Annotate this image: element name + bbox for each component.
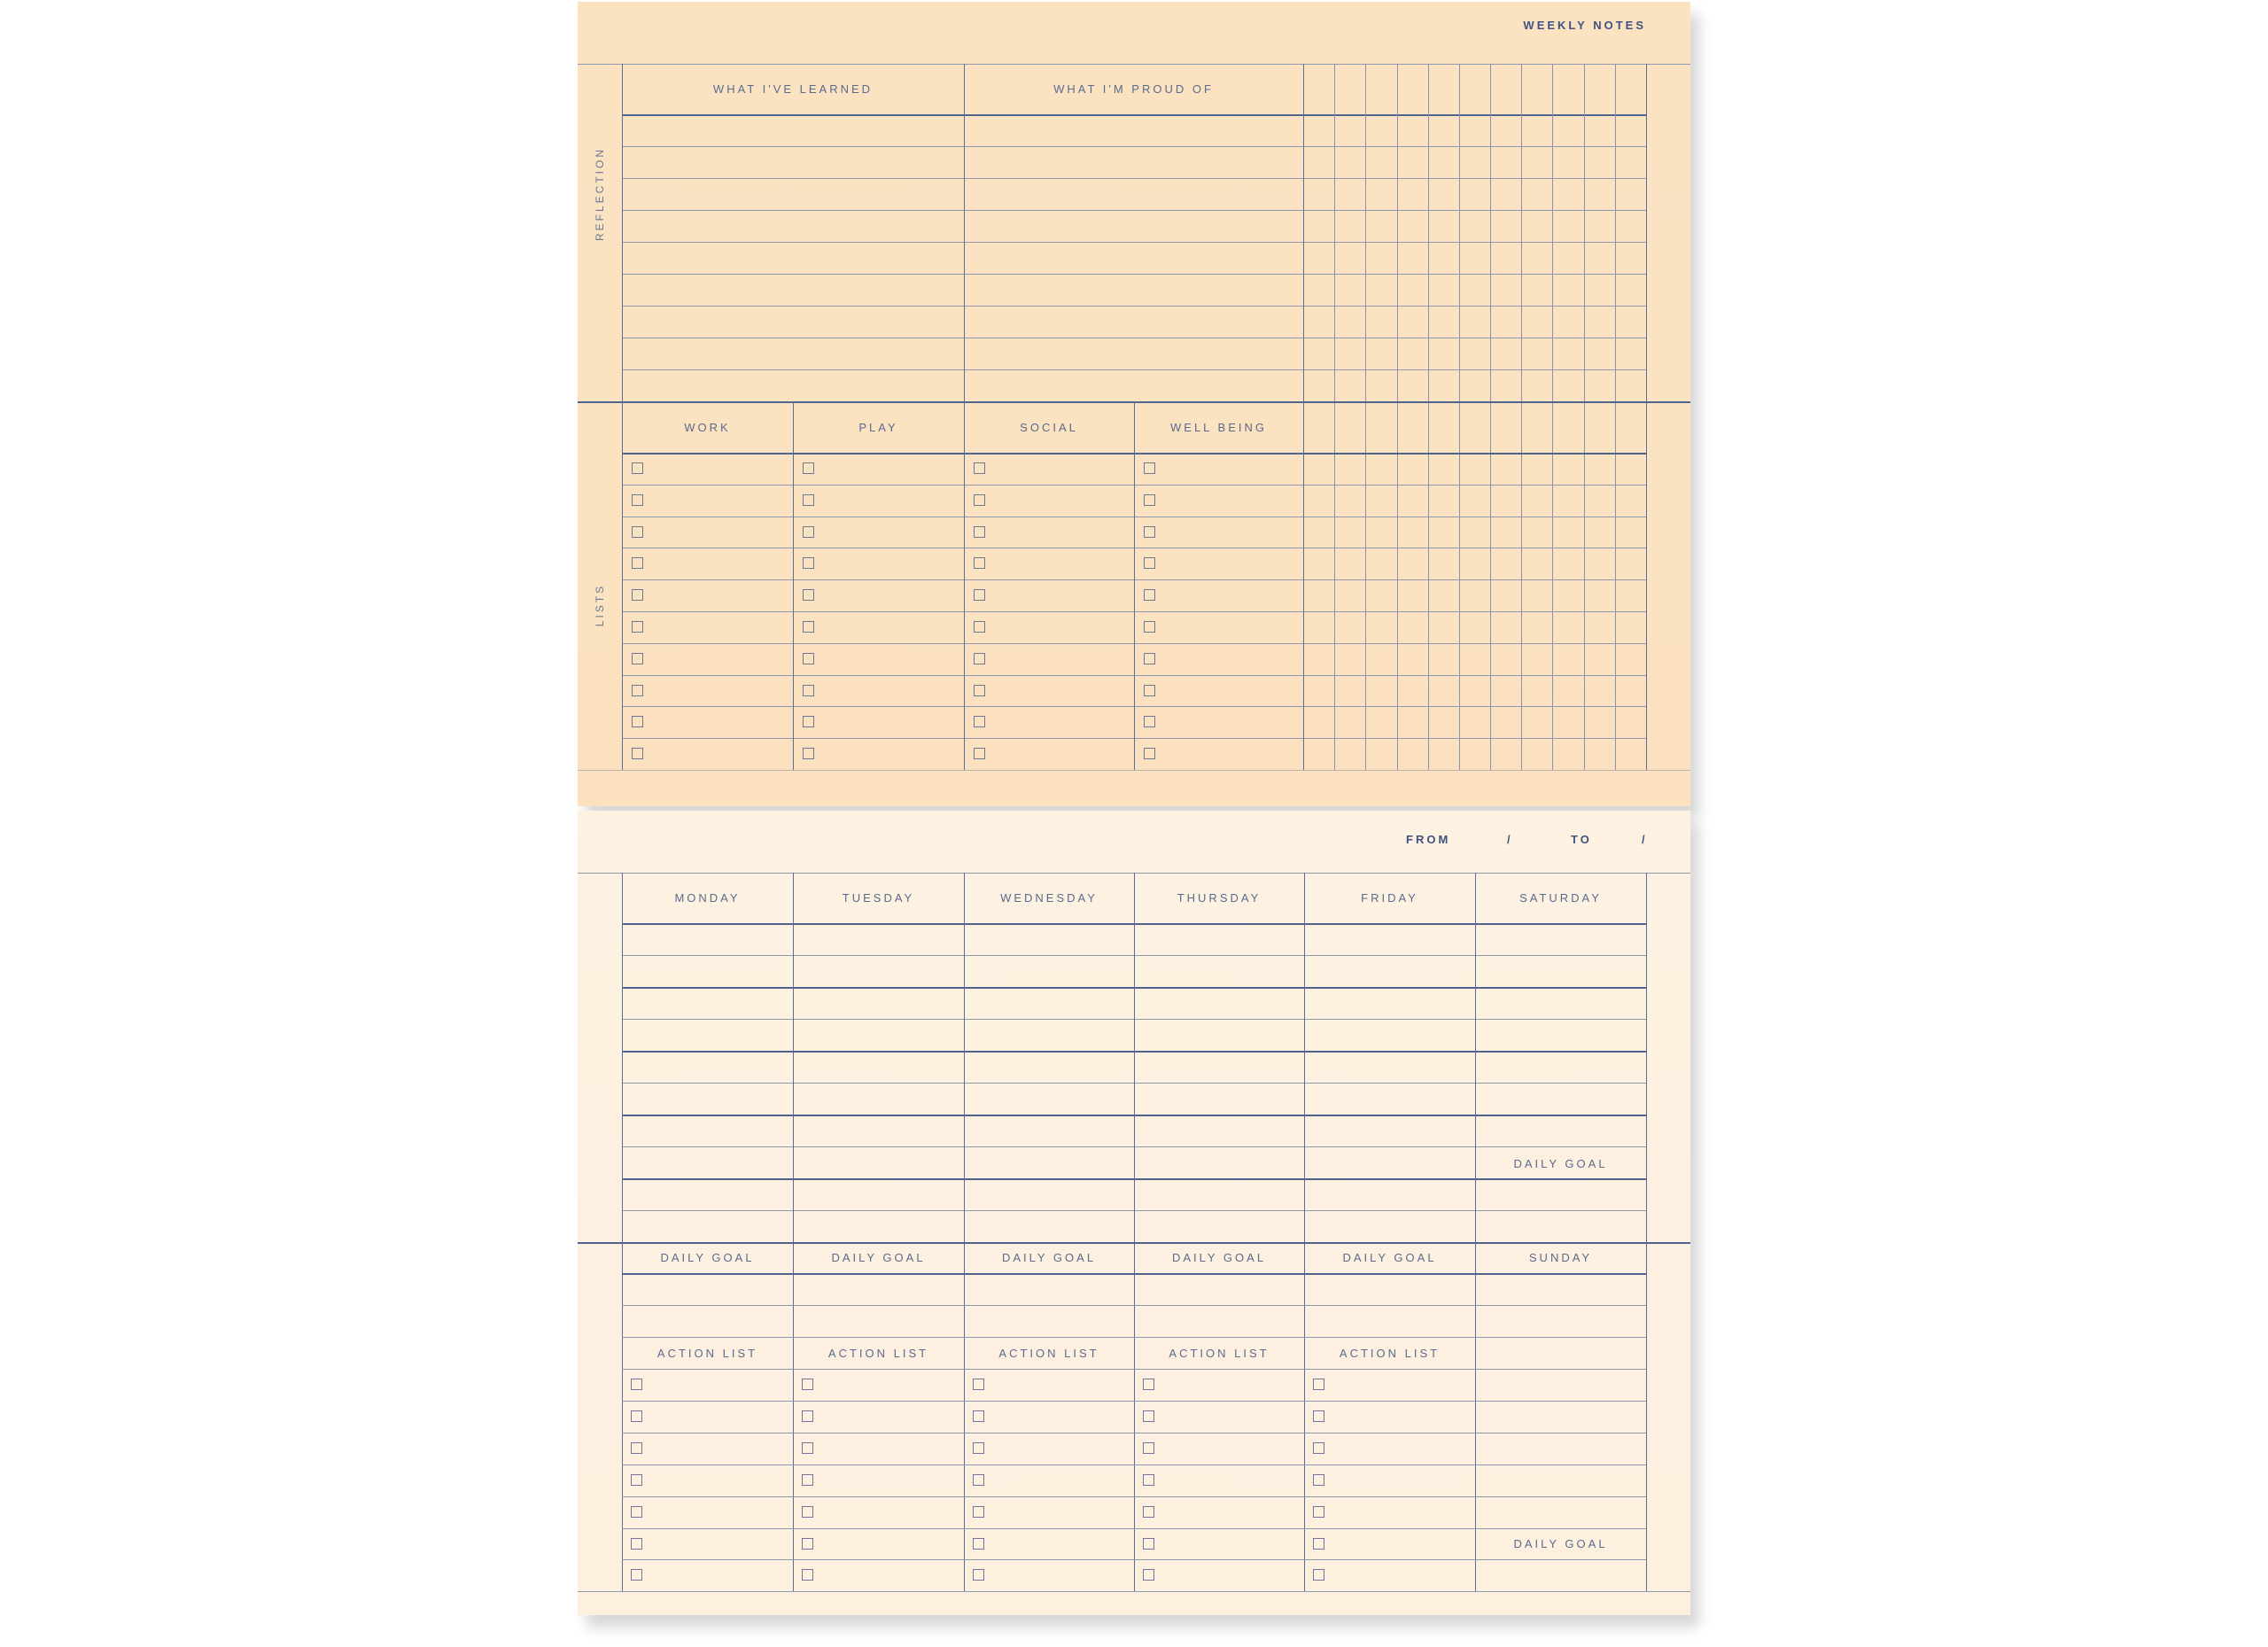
checkbox-well-being[interactable] <box>1144 494 1155 506</box>
checkbox-action-thursday[interactable] <box>1143 1410 1154 1422</box>
checkbox-action-thursday[interactable] <box>1143 1538 1154 1550</box>
checkbox-work[interactable] <box>632 621 643 633</box>
column-rule <box>1475 873 1476 1591</box>
column-rule <box>964 873 965 1591</box>
checkbox-action-thursday[interactable] <box>1143 1506 1154 1518</box>
reflection-side-label: REFLECTION <box>594 147 606 242</box>
tracker-column-rule <box>1584 64 1585 770</box>
header-rule <box>622 114 1646 116</box>
checkbox-action-friday[interactable] <box>1313 1538 1324 1550</box>
checkbox-play[interactable] <box>803 716 814 727</box>
column-rule <box>964 401 965 770</box>
tracker-column-rule <box>1459 64 1460 770</box>
checkbox-play[interactable] <box>803 748 814 759</box>
checkbox-play[interactable] <box>803 653 814 664</box>
checkbox-action-wednesday[interactable] <box>973 1410 984 1422</box>
checkbox-action-tuesday[interactable] <box>802 1506 813 1518</box>
checkbox-action-wednesday[interactable] <box>973 1506 984 1518</box>
column-header-work: WORK <box>684 420 731 434</box>
column-rule <box>1304 873 1305 1591</box>
column-header-social: SOCIAL <box>1020 420 1078 434</box>
checkbox-work[interactable] <box>632 526 643 538</box>
column-rule <box>622 401 623 770</box>
column-rule <box>1303 401 1304 770</box>
from-label: FROM <box>1406 833 1451 846</box>
row-rule <box>622 1401 1646 1402</box>
checkbox-well-being[interactable] <box>1144 526 1155 538</box>
checkbox-social[interactable] <box>974 589 985 601</box>
checkbox-social[interactable] <box>974 653 985 664</box>
row-rule <box>622 178 1646 179</box>
checkbox-action-thursday[interactable] <box>1143 1474 1154 1486</box>
tracker-column-rule <box>1646 64 1647 770</box>
checkbox-social[interactable] <box>974 621 985 633</box>
to-date-separator[interactable]: / <box>1642 833 1648 846</box>
checkbox-action-friday[interactable] <box>1313 1474 1324 1486</box>
checkbox-social[interactable] <box>974 526 985 538</box>
checkbox-action-friday[interactable] <box>1313 1410 1324 1422</box>
checkbox-action-tuesday[interactable] <box>802 1442 813 1454</box>
column-rule <box>622 873 623 1591</box>
checkbox-well-being[interactable] <box>1144 462 1155 474</box>
checkbox-action-wednesday[interactable] <box>973 1379 984 1390</box>
action-list-label-monday: ACTION LIST <box>656 1346 758 1360</box>
tracker-column-rule <box>1521 64 1522 770</box>
saturday-daily-goal-label: DAILY GOAL <box>1513 1156 1608 1170</box>
day-header-monday: MONDAY <box>674 891 741 905</box>
day-header-thursday: THURSDAY <box>1177 891 1262 905</box>
bottom-rule <box>578 1591 1690 1592</box>
checkbox-work[interactable] <box>632 685 643 696</box>
row-rule <box>622 242 1646 243</box>
column-header-well-being: WELL BEING <box>1170 420 1267 434</box>
checkbox-action-thursday[interactable] <box>1143 1379 1154 1390</box>
checkbox-social[interactable] <box>974 462 985 474</box>
row-rule <box>622 1496 1646 1497</box>
day-header-tuesday: TUESDAY <box>842 891 915 905</box>
column-rule <box>964 64 965 401</box>
checkbox-action-wednesday[interactable] <box>973 1474 984 1486</box>
checkbox-play[interactable] <box>803 526 814 538</box>
checkbox-action-friday[interactable] <box>1313 1442 1324 1454</box>
daily-goal-label-tuesday: DAILY GOAL <box>831 1251 926 1264</box>
action-list-label-tuesday: ACTION LIST <box>827 1346 929 1360</box>
checkbox-work[interactable] <box>632 589 643 601</box>
checkbox-well-being[interactable] <box>1144 557 1155 569</box>
action-list-label-thursday: ACTION LIST <box>1169 1346 1270 1360</box>
daily-goal-label-thursday: DAILY GOAL <box>1171 1251 1267 1264</box>
checkbox-work[interactable] <box>632 716 643 727</box>
bottom-rule <box>578 770 1690 771</box>
from-date-separator[interactable]: / <box>1507 833 1513 846</box>
column-header-learned: WHAT I'VE LEARNED <box>712 82 874 96</box>
checkbox-work[interactable] <box>632 653 643 664</box>
to-label: TO <box>1571 833 1592 846</box>
checkbox-work[interactable] <box>632 494 643 506</box>
checkbox-action-wednesday[interactable] <box>973 1442 984 1454</box>
weekly-notes-page <box>578 2 1690 806</box>
checkbox-action-monday[interactable] <box>631 1442 642 1454</box>
action-list-label-friday: ACTION LIST <box>1339 1346 1441 1360</box>
lists-side-label: LISTS <box>594 583 606 627</box>
sunday-daily-goal-label: DAILY GOAL <box>1513 1536 1608 1550</box>
checkbox-social[interactable] <box>974 716 985 727</box>
row-rule <box>622 1559 1646 1560</box>
checkbox-well-being[interactable] <box>1144 653 1155 664</box>
column-rule <box>793 401 794 770</box>
checkbox-play[interactable] <box>803 557 814 569</box>
tracker-column-rule <box>1428 64 1429 770</box>
checkbox-action-monday[interactable] <box>631 1474 642 1486</box>
row-rule <box>622 306 1646 307</box>
column-rule <box>1134 873 1135 1591</box>
day-header-wednesday: WEDNESDAY <box>1000 891 1098 905</box>
checkbox-action-tuesday[interactable] <box>802 1410 813 1422</box>
checkbox-play[interactable] <box>803 494 814 506</box>
checkbox-action-friday[interactable] <box>1313 1506 1324 1518</box>
checkbox-action-wednesday[interactable] <box>973 1538 984 1550</box>
checkbox-social[interactable] <box>974 494 985 506</box>
checkbox-action-friday[interactable] <box>1313 1569 1324 1581</box>
column-rule <box>622 64 623 401</box>
checkbox-action-thursday[interactable] <box>1143 1442 1154 1454</box>
checkbox-well-being[interactable] <box>1144 621 1155 633</box>
tracker-column-rule <box>1334 64 1335 770</box>
column-rule <box>793 873 794 1591</box>
row-rule <box>622 210 1646 211</box>
checkbox-action-tuesday[interactable] <box>802 1569 813 1581</box>
daily-goal-label-monday: DAILY GOAL <box>660 1251 755 1264</box>
day-header-friday: FRIDAY <box>1361 891 1418 905</box>
checkbox-well-being[interactable] <box>1144 716 1155 727</box>
checkbox-well-being[interactable] <box>1144 685 1155 696</box>
daily-goal-rule <box>622 1273 1646 1275</box>
tracker-column-rule <box>1615 64 1616 770</box>
day-header-sunday: SUNDAY <box>1528 1251 1593 1264</box>
checkbox-play[interactable] <box>803 462 814 474</box>
column-header-proud: WHAT I'M PROUD OF <box>1053 82 1214 96</box>
checkbox-action-tuesday[interactable] <box>802 1379 813 1390</box>
row-rule <box>622 274 1646 275</box>
checkbox-action-monday[interactable] <box>631 1538 642 1550</box>
column-header-play: PLAY <box>858 420 898 434</box>
checkbox-well-being[interactable] <box>1144 589 1155 601</box>
tracker-column-rule <box>1552 64 1553 770</box>
checkbox-work[interactable] <box>632 557 643 569</box>
row-rule <box>622 1305 1646 1306</box>
weekly-planner-page <box>578 811 1690 1615</box>
checkbox-play[interactable] <box>803 621 814 633</box>
column-rule <box>1646 873 1647 1591</box>
column-rule <box>1134 401 1135 770</box>
action-list-label-wednesday: ACTION LIST <box>998 1346 1099 1360</box>
checkbox-work[interactable] <box>632 462 643 474</box>
daily-goal-label-friday: DAILY GOAL <box>1342 1251 1437 1264</box>
checkbox-action-monday[interactable] <box>631 1379 642 1390</box>
checkbox-social[interactable] <box>974 557 985 569</box>
checkbox-action-monday[interactable] <box>631 1410 642 1422</box>
checkbox-work[interactable] <box>632 748 643 759</box>
checkbox-action-friday[interactable] <box>1313 1379 1324 1390</box>
checkbox-action-tuesday[interactable] <box>802 1474 813 1486</box>
row-rule <box>622 1369 1646 1370</box>
checkbox-play[interactable] <box>803 589 814 601</box>
checkbox-social[interactable] <box>974 685 985 696</box>
checkbox-action-monday[interactable] <box>631 1506 642 1518</box>
weekly-notes-title: WEEKLY NOTES <box>1523 19 1646 32</box>
day-header-saturday: SATURDAY <box>1519 891 1602 905</box>
checkbox-action-tuesday[interactable] <box>802 1538 813 1550</box>
tracker-column-rule <box>1397 64 1398 770</box>
tracker-column-rule <box>1490 64 1491 770</box>
row-rule <box>622 146 1646 147</box>
daily-goal-label-wednesday: DAILY GOAL <box>1001 1251 1097 1264</box>
checkbox-well-being[interactable] <box>1144 748 1155 759</box>
checkbox-action-monday[interactable] <box>631 1569 642 1581</box>
checkbox-action-wednesday[interactable] <box>973 1569 984 1581</box>
checkbox-action-thursday[interactable] <box>1143 1569 1154 1581</box>
row-rule <box>622 369 1646 370</box>
row-rule <box>622 1464 1646 1465</box>
checkbox-play[interactable] <box>803 685 814 696</box>
checkbox-social[interactable] <box>974 748 985 759</box>
tracker-column-rule <box>1365 64 1366 770</box>
